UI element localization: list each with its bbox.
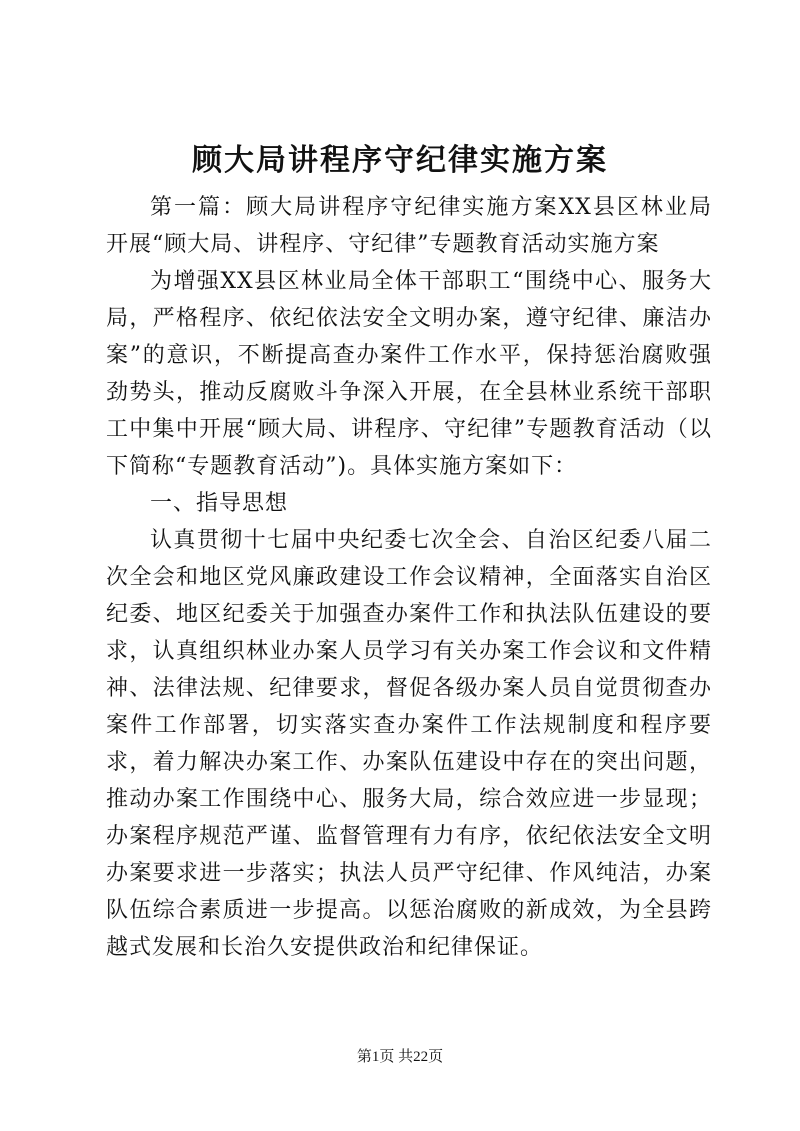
document-title: 顾大局讲程序守纪律实施方案 <box>192 143 608 178</box>
section-heading-guiding-ideology: 一、指导思想 <box>150 491 289 516</box>
document-body <box>106 189 712 966</box>
paragraph-purpose: 为增强XX县区林业局全体干部职工“围绕中心、服务大局，严格程序、依纪依法安全文明办案，遵守纪律、廉洁办案”的意识，不断提高查办案件工作水平，保持惩治腐败强劲势头，推动反腐败斗争深入开展，在全县林业系统干部职工中集中开展“顾大局、讲程序、守纪律”专题教育活动（以下简称“专题教育活动”)。具体实施方案如下： <box>106 269 712 479</box>
paragraph-intro: 第一篇：顾大局讲程序守纪律实施方案XX县区林业局开展“顾大局、讲程序、守纪律”专题教育活动实施方案 <box>106 195 712 257</box>
page-footer: 第1页 共22页 <box>356 1049 444 1065</box>
paragraph-guiding-ideology: 认真贯彻十七届中央纪委七次全会、自治区纪委八届二次全会和地区党风廉政建设工作会议精神，全面落实自治区纪委、地区纪委关于加强查办案件工作和执法队伍建设的要求，认真组织林业办案人员学习有关办案工作会议和文件精神、法律法规、纪律要求，督促各级办案人员自觉贯彻查办案件工作部署，切实落实查办案件工作法规制度和程序要求，着力解决办案工作、办案队伍建设中存在的突出问题，推动办案工作围绕中心、服务大局，综合效应进一步显现；办案程序规范严谨、监督管理有力有序，依纪依法安全文明办案要求进一步落实；执法人员严守纪律、作风纯洁，办案队伍综合素质进一步提高。以惩治腐败的新成效，为全县跨越式发展和长治久安提供政治和纪律保证。 <box>106 528 712 960</box>
